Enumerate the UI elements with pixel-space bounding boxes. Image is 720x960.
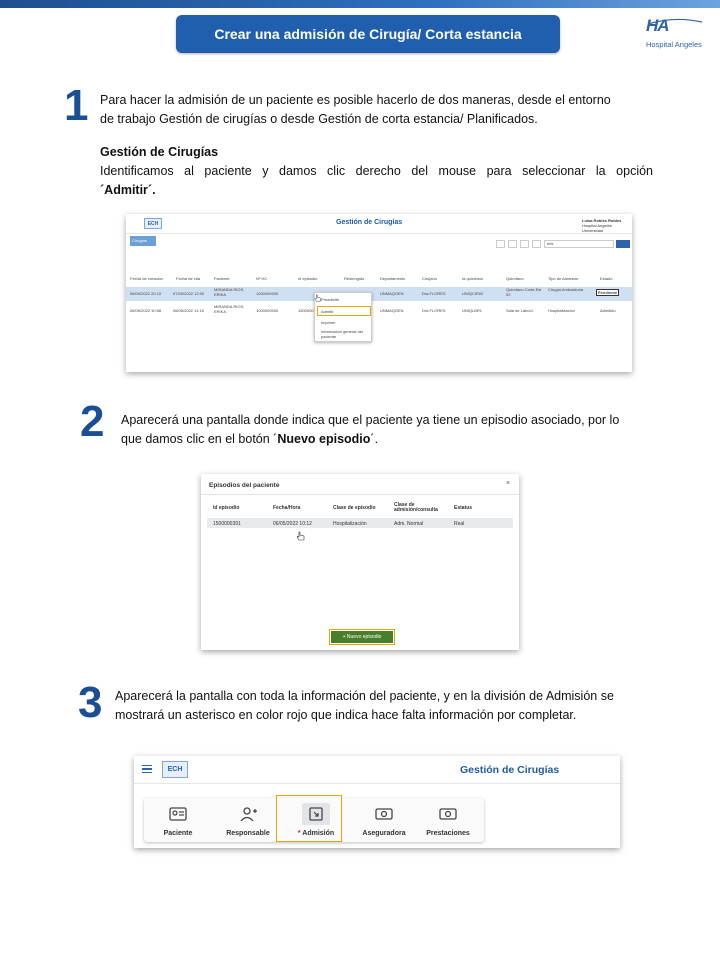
shot1-col: Quirófano <box>506 276 524 281</box>
tab-prestaciones[interactable] <box>416 798 480 842</box>
shot1-cell: 06/05/2022 11:15 <box>173 308 204 313</box>
shot1-status-badge: Pendiente <box>598 290 618 295</box>
logo-mark: HA <box>646 16 669 35</box>
step-3-text <box>115 687 675 725</box>
page-title: Crear una admisión de Cirugía/ Corta estancia <box>176 15 560 53</box>
shot1-search-button[interactable] <box>616 240 630 248</box>
shot1-cell: Sala de Labor1 <box>506 308 534 313</box>
dialog-cell: 06/05/2022 10:12 <box>273 521 312 527</box>
tab-admision-highlight <box>276 795 342 842</box>
tab-responsable[interactable] <box>216 798 280 842</box>
nuevo-episodio-button[interactable]: + Nuevo episodio <box>331 631 393 643</box>
shot1-col: Estado <box>600 276 613 281</box>
step-2-line-2-bold: Nuevo episodio <box>277 432 371 446</box>
shot3-header <box>134 756 620 784</box>
shot1-cell: Cirugía Ambulatoria <box>548 287 584 292</box>
dialog-cell: Real <box>454 521 465 527</box>
shot1-col: Fecha de cita <box>176 276 201 281</box>
tab-aseguradora[interactable] <box>352 798 416 842</box>
shot1-cell: Hospitalización <box>548 308 575 313</box>
step-2-number: 2 <box>80 397 105 446</box>
shot3-app-logo: ECH <box>162 761 188 778</box>
shot1-cell: 1000000000 <box>256 308 279 313</box>
required-asterisk: * <box>297 830 301 837</box>
shot1-filter-chip[interactable]: Cirugías <box>130 236 156 246</box>
shot1-col: Tipo de Admisión <box>548 276 579 281</box>
dialog-col: Estatus <box>454 505 473 511</box>
dialog-col: Fecha/Hora <box>273 505 301 511</box>
step-1-line-1: Para hacer la admisión de un paciente es posible hacerlo de dos maneras, desde el entorno <box>100 93 611 107</box>
context-menu-imprimir[interactable]: Imprimir <box>321 320 336 325</box>
hand-cursor-icon <box>314 294 322 302</box>
dialog-cell: Hospitalización <box>333 521 367 527</box>
shot1-col: Restringido <box>344 276 365 281</box>
shot1-title: Gestión de Cirugías <box>336 219 403 226</box>
tab-aseguradora-label: Aseguradora <box>362 830 406 837</box>
shot1-cell: MIRANDA RIOS, ERIKA <box>214 304 245 314</box>
shot1-cell: Dra FLORES <box>422 308 446 313</box>
shot1-table-row-selected[interactable] <box>126 287 632 301</box>
money-icon <box>438 806 458 822</box>
top-accent-bar <box>0 0 720 8</box>
shot1-col: Id quirófano <box>462 276 484 281</box>
shot1-cell: 07/05/2022 12:00 <box>173 291 205 296</box>
step-1-number: 1 <box>64 81 89 130</box>
screenshot-gestion-cirugias-list <box>126 214 632 372</box>
shot1-cell: MIRANDA RIOS, ERIKA <box>214 287 245 297</box>
shot1-app-logo: ECH <box>144 218 162 229</box>
step-2-line-2 <box>121 430 666 449</box>
shot1-cell: Dra FLORES <box>422 291 446 296</box>
step-1-subtitle: Gestión de Cirugías <box>100 145 219 159</box>
dialog-col: Clase de episodio <box>333 505 376 511</box>
shot1-column-headers <box>126 276 632 284</box>
screenshot-admision-tabs <box>134 756 620 848</box>
shot1-tool-icon[interactable] <box>496 240 505 248</box>
shot1-col: Departamento <box>380 276 406 281</box>
nuevo-episodio-highlight <box>329 629 395 645</box>
step-2-line-2-post: ´. <box>370 432 379 446</box>
id-card-icon <box>168 806 188 822</box>
tab-paciente-label: Paciente <box>163 830 193 837</box>
shot1-cell: UNMAQGEN <box>380 308 404 313</box>
add-person-icon <box>238 806 258 822</box>
shot1-col: Paciente <box>214 276 230 281</box>
hospital-logo <box>640 16 706 52</box>
shot1-cell: 06/05/2022 10:08 <box>130 308 162 313</box>
context-menu-info[interactable]: Información general del paciente <box>321 329 363 339</box>
context-menu-admitir[interactable]: Admitir <box>321 309 334 314</box>
dialog-cell: Adm. Normal <box>394 521 424 527</box>
shot1-cell: 1000000000 <box>256 291 279 296</box>
tab-paciente[interactable] <box>146 798 210 842</box>
logo-name: Hospital Angeles <box>646 40 702 49</box>
shot1-cell: UNMAQGEN <box>380 291 404 296</box>
shot1-filter-icon[interactable] <box>532 240 541 248</box>
shot1-cell: 06/05/2022 20:10 <box>130 291 162 296</box>
screenshot-episodios-dialog <box>201 474 519 650</box>
tab-admision-text: Admisión <box>302 830 335 837</box>
step-1-line-2: de trabajo Gestión de cirugías o desde Gestión de corta estancia/ Planificados. <box>100 112 538 126</box>
shot1-col: Id episodio <box>298 276 318 281</box>
shot1-search-input[interactable]: erik <box>544 240 614 248</box>
shot1-tool-icon[interactable] <box>520 240 529 248</box>
step-3-line-2: mostrará un asterisco en color rojo que indica hace falta información por completar. <box>115 708 577 722</box>
shot1-table-row[interactable] <box>126 304 632 318</box>
dialog-col: Id episodio <box>213 505 240 511</box>
shot3-title: Gestión de Cirugías <box>460 764 560 776</box>
shot1-cell: Admitido <box>600 308 616 313</box>
shot1-cell: UNIQLBR1 <box>462 308 483 313</box>
close-icon[interactable]: × <box>506 480 511 487</box>
shot1-tool-icon[interactable] <box>508 240 517 248</box>
shot1-toolbar <box>496 240 541 248</box>
shot1-context-menu <box>314 292 372 342</box>
shot1-user <box>582 218 632 233</box>
shot1-col: Fecha de creación <box>130 276 163 281</box>
step-3-number: 3 <box>78 678 103 727</box>
step-2-line-2-pre: que damos clic en el botón ´ <box>121 432 278 446</box>
hand-cursor-icon <box>296 531 306 541</box>
shot1-col: Cirujano <box>422 276 437 281</box>
shot1-header <box>126 214 632 234</box>
tab-prestaciones-label: Prestaciones <box>426 830 470 837</box>
dialog-divider <box>201 494 519 495</box>
shot1-cell: 1500000 <box>298 308 314 313</box>
money-icon <box>374 806 394 822</box>
shot1-col: Nº HC <box>256 276 268 281</box>
dialog-col: Clase de admisión/consulta <box>394 502 438 513</box>
step-3-line-1: Aparecerá la pantalla con toda la información del paciente, y en la división de Admisión se <box>115 689 614 703</box>
shot1-cell: UNIQCIR02 <box>462 291 484 296</box>
step-2-text <box>121 411 666 449</box>
step-1-sub-line-1: Identificamos al paciente y damos clic derecho del mouse para seleccionar la opción <box>100 164 653 178</box>
step-1-subsection <box>100 143 653 200</box>
step-1-sub-line-2: ´Admitir´. <box>100 183 156 197</box>
context-menu-preadmitir[interactable]: Preadmitir <box>321 297 340 302</box>
dialog-cell: 1500000391 <box>213 521 241 527</box>
menu-icon[interactable] <box>142 765 152 773</box>
shot1-cell: Quirófano Corta Est 02 <box>506 287 542 297</box>
dialog-title: Episodios del paciente <box>209 482 280 489</box>
step-1-text <box>100 91 660 129</box>
shot1-user-name: Luisa Robles Robles <box>582 218 622 223</box>
step-2-line-1: Aparecerá una pantalla donde indica que el paciente ya tiene un episodio asociado, por lo <box>121 413 620 427</box>
tab-responsable-label: Responsable <box>226 830 270 837</box>
shot1-user-org: Hospital Angeles Universidad <box>582 223 612 233</box>
